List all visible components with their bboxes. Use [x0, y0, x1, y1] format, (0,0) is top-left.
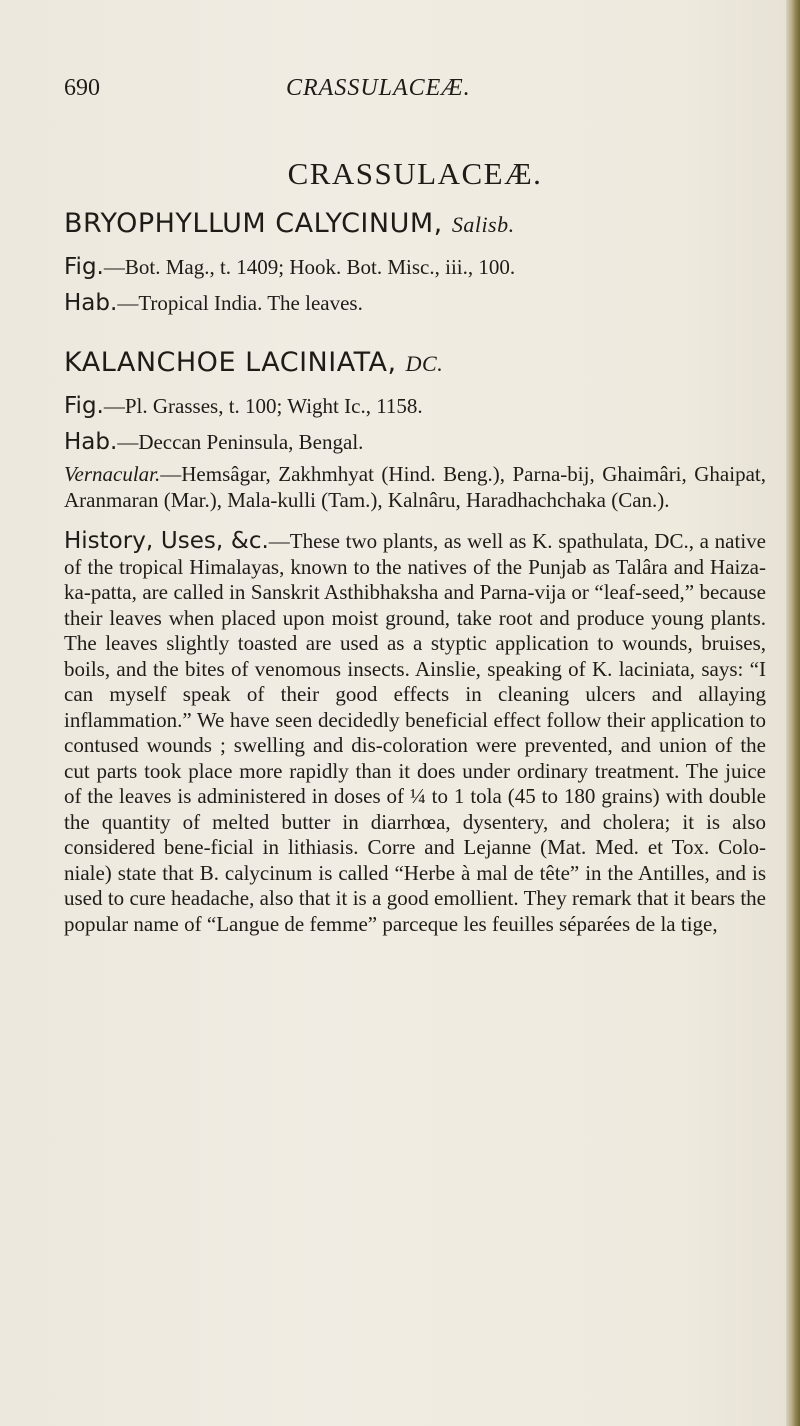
- fig-label: Fig.: [64, 393, 104, 419]
- figure-reference: [64, 388, 766, 424]
- figure-reference: [64, 249, 766, 285]
- hab-label: Hab.: [64, 290, 118, 316]
- section-title: CRASSULACEÆ.: [287, 156, 543, 191]
- fig-text: —Bot. Mag., t. 1409; Hook. Bot. Misc., iii., 100.: [103, 255, 516, 279]
- species-name: [64, 347, 766, 378]
- hab-text: —Tropical India. The leaves.: [117, 291, 363, 315]
- vernacular-paragraph: [64, 462, 766, 513]
- fig-text: —Pl. Grasses, t. 100; Wight Ic., 1158.: [103, 394, 423, 418]
- species-binomial: KALANCHOE LACINIATA,: [64, 347, 397, 378]
- species-name: [64, 208, 766, 239]
- species-binomial: BRYOPHYLLUM CALYCINUM,: [64, 208, 443, 239]
- page-header: [64, 75, 766, 111]
- habitat: [64, 285, 766, 321]
- hab-text: —Deccan Peninsula, Bengal.: [117, 430, 364, 454]
- history-text: —These two plants, as well as K. spathulata, DC., a native of the tropical Himalayas, known to the natives of the Punjab as Talâra and Haiza-ka-patta, are called in Sanskrit Asthibhaksha and Parna-vija or “leaf-seed,” because their leaves when placed upon moist ground, take root and produce young plants. The leaves slightly toasted are used as a styptic application to wounds, bruises, boils, and the bites of venomous insects. Ainslie, speaking of K. laciniata, says: “I can myself speak of their good effects in cleaning ulcers and allaying inflammation.” We have seen decidedly beneficial effect follow their application to contused wounds ; swelling and dis-coloration were prevented, and union of the cut parts took place more rapidly than it does under ordinary treatment. The juice of the leaves is administered in doses of ¼ to 1 tola (45 to 180 grains) with double the quantity of melted butter in diarrhœa, dysentery, and cholera; it is also considered bene-ficial in lithiasis. Corre and Lejanne (Mat. Med. et Tox. Colo-niale) state that B. calycinum is called “Herbe à mal de tête” in the Antilles, and is used to cure headache, also that it is a good emollient. They remark that it bears the popular name of “Langue de femme” parceque les feuilles séparées de la tige,: [64, 529, 766, 936]
- species-authority: DC.: [405, 351, 444, 376]
- vernacular-label: Vernacular.: [64, 462, 161, 486]
- species-entry: [64, 347, 766, 460]
- history-paragraph: [64, 529, 766, 937]
- history-label: History, Uses, &c.: [64, 528, 269, 554]
- habitat: [64, 424, 766, 460]
- fig-label: Fig.: [64, 254, 104, 280]
- page-binding-edge: [786, 0, 800, 1426]
- page-number: 690: [64, 75, 100, 101]
- vernacular-text: —Hemsâgar, Zakhmhyat (Hind. Beng.), Parna-bij, Ghaimâri, Ghaipat, Aranmaran (Mar.), Mala-kulli (Tam.), Kalnâru, Haradhachchaka (Can.).: [64, 462, 766, 512]
- hab-label: Hab.: [64, 429, 118, 455]
- running-title: CRASSULACEÆ.: [286, 75, 471, 101]
- page-text: [64, 75, 766, 937]
- species-authority: Salisb.: [451, 212, 515, 237]
- species-entry: [64, 208, 766, 321]
